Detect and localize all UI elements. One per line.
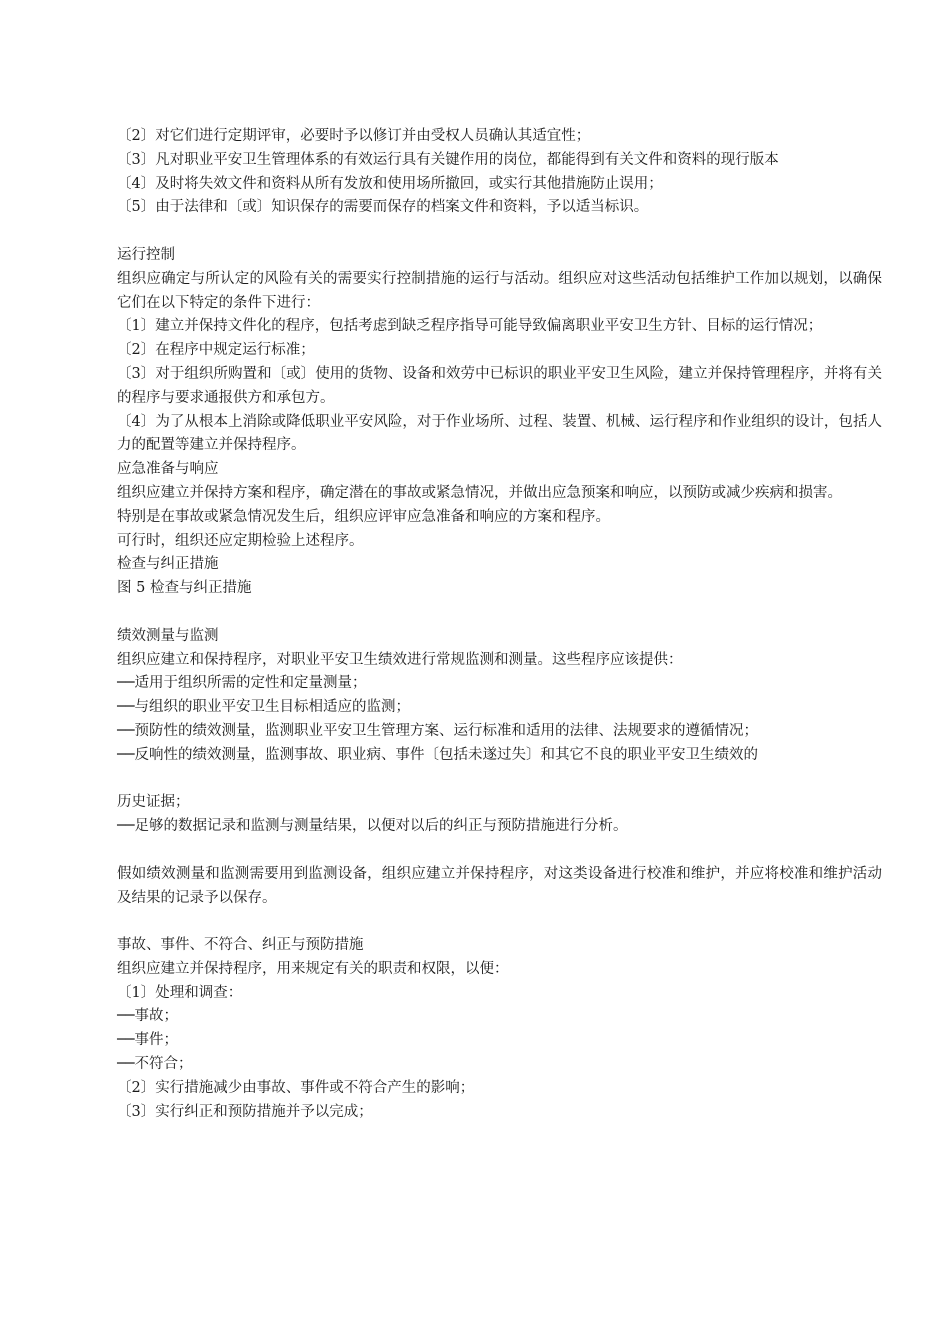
list-item: 〔3〕对于组织所购置和〔或〕使用的货物、设备和效劳中已标识的职业平安卫生风险，建立并保持管理程序，并将有关的程序与要求通报供方和承包方。 [117,365,882,406]
figure-caption: 图 5 检查与纠正措施 [117,580,252,597]
paragraph: 特别是在事故或紧急情况发生后，组织应评审应急准备和响应的方案和程序。 [117,508,610,525]
spacer [117,220,882,244]
list-item: ──事件； [117,1032,178,1049]
list-item: 〔4〕为了从根本上消除或降低职业平安风险，对于作业场所、过程、装置、机械、运行程序和作业组织的设计，包括人力的配置等建立并保持程序。 [117,413,882,454]
list-item: 〔5〕由于法律和〔或〕知识保存的需要而保存的档案文件和资料，予以适当标识。 [117,199,649,216]
list-item: ──不符合； [117,1056,193,1073]
spacer [117,839,882,863]
document-page [117,125,882,1124]
section-heading-emergency: 应急准备与响应 [117,461,219,478]
section-heading-performance: 绩效测量与监测 [117,627,219,644]
list-item: 〔2〕在程序中规定运行标准； [117,342,315,359]
list-item: 〔4〕及时将失效文件和资料从所有发放和使用场所撤回，或实行其他措施防止误用； [117,175,663,192]
list-item: ──预防性的绩效测量，监测职业平安卫生管理方案、运行标准和适用的法律、法规要求的遵循情况； [117,722,758,739]
list-item: 〔1〕处理和调查： [117,984,243,1001]
list-item: ──反响性的绩效测量，监测事故、职业病、事件〔包括未遂过失〕和其它不良的职业平安卫生绩效的 [117,746,758,763]
section-heading-incidents: 事故、事件、不符合、纠正与预防措施 [117,937,364,954]
section-heading-operation-control: 运行控制 [117,246,175,263]
paragraph: 历史证据； [117,794,190,811]
paragraph: 组织应确定与所认定的风险有关的需要实行控制措施的运行与活动。组织应对这些活动包括维护工作加以规划，以确保它们在以下特定的条件下进行： [117,270,882,311]
section-heading-inspection: 检查与纠正措施 [117,556,219,573]
spacer [117,601,882,625]
spacer [117,768,882,792]
list-item: 〔3〕实行纠正和预防措施并予以完成； [117,1103,373,1120]
paragraph: 组织应建立并保持程序，用来规定有关的职责和权限，以便： [117,960,509,977]
list-item: ──事故； [117,1008,178,1025]
list-item: ──足够的数据记录和监测与测量结果，以便对以后的纠正与预防措施进行分析。 [117,818,628,835]
paragraph: 假如绩效测量和监测需要用到监测设备，组织应建立并保持程序，对这类设备进行校准和维护，并应将校准和维护活动及结果的记录予以保存。 [117,865,882,906]
list-item: 〔2〕对它们进行定期评审，必要时予以修订并由受权人员确认其适宜性； [117,128,591,144]
paragraph: 可行时，组织还应定期检验上述程序。 [117,532,364,549]
paragraph: 组织应建立并保持方案和程序，确定潜在的事故或紧急情况，并做出应急预案和响应，以预防或减少疾病和损害。 [117,484,842,501]
spacer [117,910,882,934]
list-item: 〔1〕建立并保持文件化的程序，包括考虑到缺乏程序指导可能导致偏离职业平安卫生方针、目标的运行情况； [117,318,823,335]
list-item: ──适用于组织所需的定性和定量测量； [117,675,367,692]
list-item: ──与组织的职业平安卫生目标相适应的监测； [117,699,410,716]
list-item: 〔3〕凡对职业平安卫生管理体系的有效运行具有关键作用的岗位，都能得到有关文件和资料的现行版本 [117,151,779,168]
list-item: 〔2〕实行措施减少由事故、事件或不符合产生的影响； [117,1079,475,1096]
paragraph: 组织应建立和保持程序，对职业平安卫生绩效进行常规监测和测量。这些程序应该提供： [117,651,683,668]
